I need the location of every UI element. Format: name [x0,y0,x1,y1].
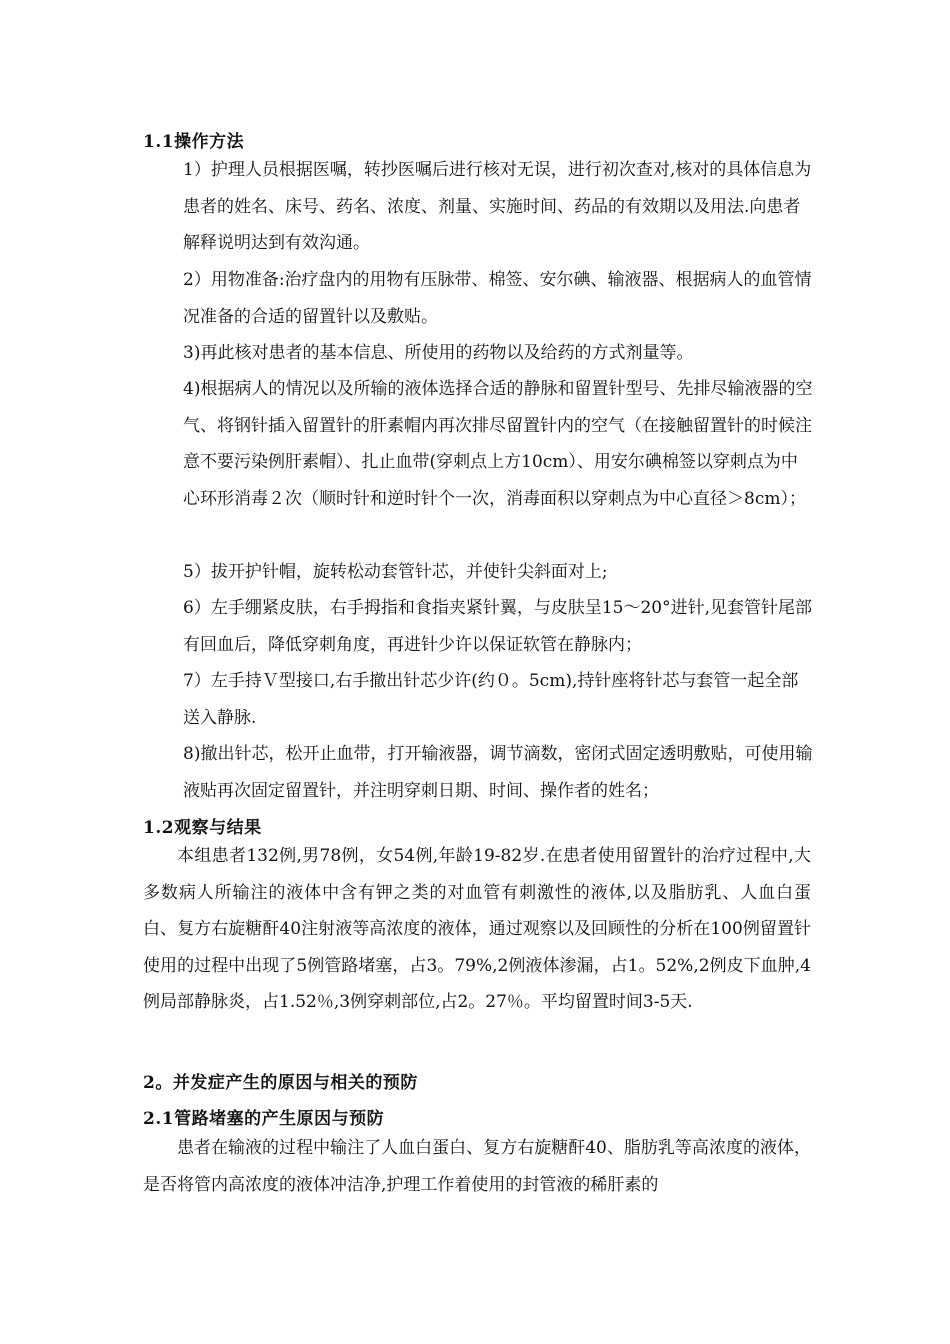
step-item-3 [183,335,813,372]
step-label: 7） [183,671,211,691]
step-item-6 [183,590,813,663]
step-label: 5） [183,562,211,582]
section-heading-2: 2。并发症产生的原因与相关的预防 [143,1073,418,1093]
step-item-2 [183,262,813,335]
step-text: 撤出针芯，松开止血带，打开输液器，调节滴数，密闭式固定透明敷贴，可使用输液贴再次固定留置针，并注明穿刺日期、时间、操作者的姓名； [183,744,813,801]
step-label: 1） [183,160,211,180]
step-item-8 [183,736,813,809]
step-text: 左手持Ｖ型接口,右手撤出针芯少许(约０。5cm),持针座将针芯与套管一起全部送入静脉. [183,671,799,728]
section-heading-2-1: 2.1管路堵塞的产生原因与预防 [143,1109,385,1129]
step-label: 2） [183,270,211,290]
step-item-4 [183,371,813,517]
step-text: 根据病人的情况以及所输的液体选择合适的静脉和留置针型号、先排尽输液器的空气、将钢针插入留置针的肝素帽内再次排尽留置针内的空气（在接触留置针的时候注意不要污染例肝素帽）、扎止血带(穿刺点上方10cm）、用安尔碘棉签以穿刺点为中心环形消毒２次（顺时针和逆时针个一次，消毒面积以穿刺点为中心直径＞8cm）； [183,379,813,509]
step-text: 再此核对患者的基本信息、所使用的药物以及给药的方式剂量等。 [200,343,694,363]
paragraph-2-1: 患者在输液的过程中输注了人血白蛋白、复方右旋糖酐40、脂肪乳等高浓度的液体，是否将管内高浓度的液体冲洁净,护理工作着使用的封管液的稀肝素的 [143,1138,811,1195]
step-label: 4) [183,379,201,399]
step-label: 8) [183,744,201,764]
section-heading-1-2: 1.2观察与结果 [143,818,262,838]
step-text: 用物准备:治疗盘内的用物有压脉带、棉签、安尔碘、输液器、根据病人的血管情况准备的合适的留置针以及敷贴。 [183,270,812,327]
step-text: 护理人员根据医嘱，转抄医嘱后进行核对无误，进行初次查对,核对的具体信息为患者的姓名、床号、药名、浓度、剂量、实施时间、药品的有效期以及用法.向患者解释说明达到有效沟通。 [183,160,812,253]
step-text: 左手绷紧皮肤，右手拇指和食指夹紧针翼，与皮肤呈15～20°进针,见套管针尾部有回血后，降低穿刺角度，再进针少许以保证软管在静脉内； [183,598,812,655]
paragraph-1-2: 本组患者132例,男78例，女54例,年龄19-82岁.在患者使用留置针的治疗过程中,大多数病人所输注的液体中含有钾之类的对血管有刺激性的液体,以及脂肪乳、人血白蛋白、复方右旋糖酐40注射液等高浓度的液体，通过观察以及回顾性的分析在100例留置针使用的过程中出现了5例管路堵塞，占3。79%,2例液体渗漏，占1。52%,2例皮下血肿,4例局部静脉炎，占1.52％,3例穿刺部位,占2。27％。平均留置时间3-5天. [143,846,811,1012]
step-item-5 [183,554,813,591]
section-heading-1-1: 1.1操作方法 [143,132,245,152]
step-label: 6） [183,598,211,618]
step-item-1 [183,152,813,262]
step-text: 拔开护针帽，旋转松动套管针芯，并使针尖斜面对上; [210,562,608,582]
step-label: 3) [183,343,201,363]
step-item-7 [183,663,813,736]
